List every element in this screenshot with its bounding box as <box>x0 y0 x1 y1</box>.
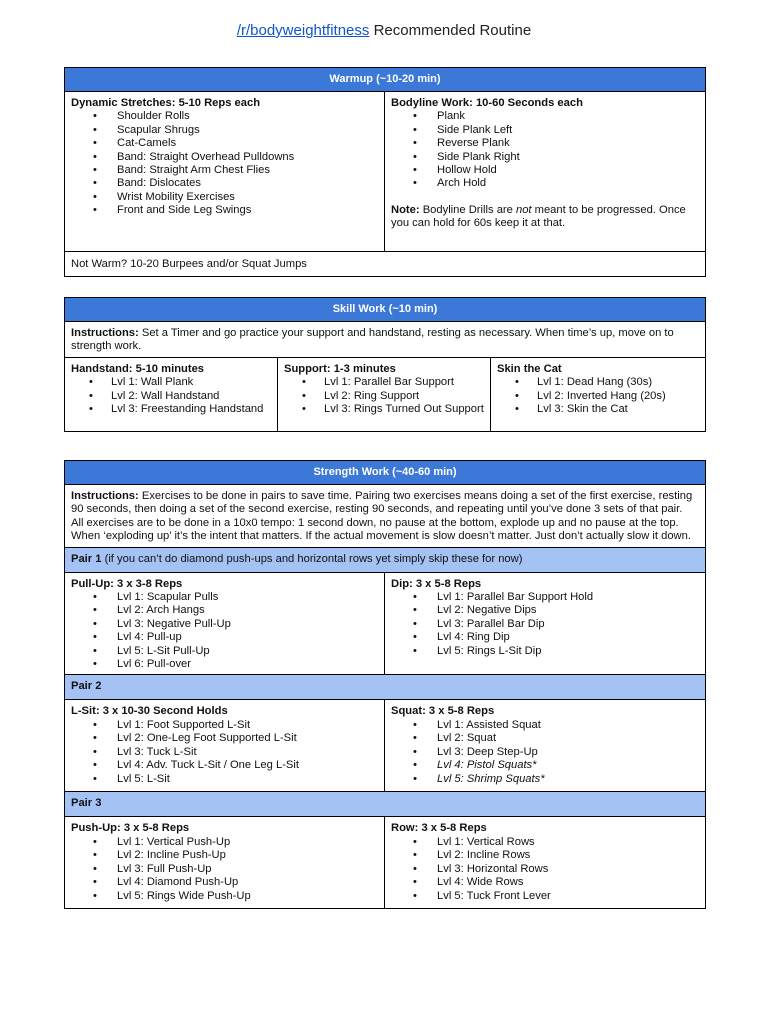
note-post: meant to be progressed. Once you can hold for 60s keep it at that. <box>391 203 686 230</box>
list-item: • Lvl 3: Horizontal Rows <box>391 863 699 876</box>
dip-cell <box>385 572 706 675</box>
list-item: • Band: Dislocates <box>71 177 378 190</box>
note-em: not <box>515 203 532 216</box>
dynamic-stretches-title: Dynamic Stretches: 5-10 Reps each <box>71 97 261 109</box>
list-item: • Lvl 3: Freestanding Handstand <box>71 403 271 416</box>
list-item: • Lvl 2: Arch Hangs <box>71 604 378 617</box>
list-item: • Lvl 4: Adv. Tuck L-Sit / One Leg L-Sit <box>71 759 378 772</box>
list-item: • Plank <box>391 110 699 123</box>
squat-list <box>391 719 699 759</box>
pullup-list <box>71 591 378 671</box>
row-cell <box>385 817 706 909</box>
support-cell <box>278 357 491 431</box>
row-title: Row: 3 x 5-8 Reps <box>391 822 487 835</box>
bodyline-title: Bodyline Work: 10-60 Seconds each <box>391 97 583 109</box>
page-title <box>0 22 768 39</box>
list-item: • Lvl 1: Scapular Pulls <box>71 591 378 604</box>
support-list <box>284 376 484 416</box>
strength-instr-label: Instructions: <box>71 490 139 502</box>
list-item: • Lvl 2: Negative Dips <box>391 604 699 617</box>
strength-header: Strength Work (~40-60 min) <box>65 461 706 485</box>
list-item: • Scapular Shrugs <box>71 124 378 137</box>
list-item: • Front and Side Leg Swings <box>71 204 378 217</box>
skill-table <box>64 297 706 432</box>
strength-instructions <box>65 485 706 548</box>
tempo-instructions: All exercises are to be done in a 10x0 tempo: 1 second down, no pause at the bottom, explode up and no pause at the top. When ‘exploding up’ it’s the intent that matters. If the actual movement is slow doesn’t matter. Just don’t actually slow it down. <box>71 516 691 543</box>
support-title: Support: 1-3 minutes <box>284 362 396 375</box>
skin-the-cat-title: Skin the Cat <box>497 362 562 375</box>
list-item: • Lvl 5: Shrimp Squats* <box>391 773 699 786</box>
list-item: • Arch Hold <box>391 177 699 190</box>
list-item: • Wrist Mobility Exercises <box>71 191 378 204</box>
list-item: • Lvl 3: Deep Step-Up <box>391 746 699 759</box>
list-item: • Lvl 2: Squat <box>391 732 699 745</box>
pair-3-header <box>65 792 706 817</box>
list-item: • Lvl 3: Negative Pull-Up <box>71 618 378 631</box>
handstand-title: Handstand: 5-10 minutes <box>71 362 205 375</box>
list-item: • Lvl 4: Ring Dip <box>391 631 699 644</box>
list-item: • Lvl 3: Skin the Cat <box>497 403 699 416</box>
squat-title: Squat: 3 x 5-8 Reps <box>391 705 495 718</box>
strength-table <box>64 460 706 909</box>
pair-2-header <box>65 675 706 700</box>
skin-the-cat-cell <box>491 357 706 431</box>
list-item: • Side Plank Right <box>391 151 699 164</box>
list-item: • Lvl 3: Rings Turned Out Support <box>284 403 484 416</box>
skill-instr-label: Instructions: <box>71 327 139 339</box>
warmup-header: Warmup (~10-20 min) <box>65 68 706 92</box>
list-item: • Cat-Camels <box>71 137 378 150</box>
squat-cell <box>385 700 706 792</box>
list-item: • Reverse Plank <box>391 137 699 150</box>
list-item: • Band: Straight Arm Chest Flies <box>71 164 378 177</box>
list-item: • Lvl 6: Pull-over <box>71 658 378 671</box>
list-item: • Lvl 1: Foot Supported L-Sit <box>71 719 378 732</box>
dip-list <box>391 591 699 658</box>
pair-1-header <box>65 547 706 572</box>
pushup-title: Push-Up: 3 x 5-8 Reps <box>71 822 190 835</box>
list-item: • Lvl 1: Assisted Squat <box>391 719 699 732</box>
list-item: • Lvl 4: Pull-up <box>71 631 378 644</box>
pair-1-note: (if you can’t do diamond push-ups and horizontal rows yet simply skip these for now) <box>101 552 523 565</box>
note-label: Note: <box>391 203 420 216</box>
list-item: • Lvl 5: Rings L-Sit Dip <box>391 645 699 658</box>
pullup-cell <box>65 572 385 675</box>
dynamic-stretches-cell <box>65 92 385 252</box>
dynamic-stretches-list <box>71 110 378 217</box>
list-item: • Hollow Hold <box>391 164 699 177</box>
pair-1-label: Pair 1 <box>71 552 102 565</box>
strength-instr-text: Exercises to be done in pairs to save time. Pairing two exercises means doing a set of the first exercise, resting 90 seconds, then doing a set of the second exercise, resting 90 seconds, and repeating until you’ve done 3 sets of that pair. <box>71 490 693 516</box>
list-item: • Lvl 2: Ring Support <box>284 390 484 403</box>
skill-instr-text: Set a Timer and go practice your support and handstand, resting as necessary. When time’s up, move on to strength work. <box>71 327 674 353</box>
pair-2-label: Pair 2 <box>71 680 102 693</box>
bodyline-cell <box>385 92 706 252</box>
list-item: • Lvl 2: Inverted Hang (20s) <box>497 390 699 403</box>
list-item: • Lvl 1: Vertical Push-Up <box>71 836 378 849</box>
lsit-title: L-Sit: 3 x 10-30 Second Holds <box>71 705 228 718</box>
list-item: • Lvl 3: Full Push-Up <box>71 863 378 876</box>
page-title-text: Recommended Routine <box>369 22 532 39</box>
skin-the-cat-list <box>497 376 699 416</box>
list-item: • Lvl 4: Pistol Squats* <box>391 759 699 772</box>
pushup-list <box>71 836 378 903</box>
lsit-cell <box>65 700 385 792</box>
note-pre: Bodyline Drills are <box>419 203 516 216</box>
list-item: • Shoulder Rolls <box>71 110 378 123</box>
list-item: • Lvl 3: Tuck L-Sit <box>71 746 378 759</box>
list-item: • Lvl 4: Diamond Push-Up <box>71 876 378 889</box>
list-item: • Side Plank Left <box>391 124 699 137</box>
handstand-list <box>71 376 271 416</box>
bodyline-list <box>391 110 699 190</box>
skill-instructions <box>65 322 706 358</box>
list-item: • Lvl 5: L-Sit <box>71 773 378 786</box>
bodyline-note <box>391 204 699 231</box>
list-item: • Lvl 2: Incline Rows <box>391 849 699 862</box>
warmup-footer: Not Warm? 10-20 Burpees and/or Squat Jumps <box>65 252 706 277</box>
list-item: • Lvl 5: L-Sit Pull-Up <box>71 645 378 658</box>
list-item: • Lvl 1: Wall Plank <box>71 376 271 389</box>
row-list <box>391 836 699 903</box>
list-item: • Lvl 3: Parallel Bar Dip <box>391 618 699 631</box>
list-item: • Lvl 1: Vertical Rows <box>391 836 699 849</box>
list-item: • Lvl 1: Parallel Bar Support Hold <box>391 591 699 604</box>
list-item: • Lvl 1: Dead Hang (30s) <box>497 376 699 389</box>
pullup-title: Pull-Up: 3 x 3-8 Reps <box>71 577 183 590</box>
list-item: • Lvl 5: Rings Wide Push-Up <box>71 890 378 903</box>
handstand-cell <box>65 357 278 431</box>
squat-list-advanced <box>391 759 699 786</box>
list-item: • Lvl 2: Incline Push-Up <box>71 849 378 862</box>
list-item: • Lvl 2: Wall Handstand <box>71 390 271 403</box>
list-item: • Band: Straight Overhead Pulldowns <box>71 151 378 164</box>
pair-3-label: Pair 3 <box>71 797 102 810</box>
pushup-cell <box>65 817 385 909</box>
list-item: • Lvl 1: Parallel Bar Support <box>284 376 484 389</box>
skill-header: Skill Work (~10 min) <box>65 298 706 322</box>
lsit-list <box>71 719 378 786</box>
list-item: • Lvl 4: Wide Rows <box>391 876 699 889</box>
subreddit-link[interactable]: /r/bodyweightfitness <box>236 22 370 39</box>
list-item: • Lvl 5: Tuck Front Lever <box>391 890 699 903</box>
warmup-table <box>64 67 706 277</box>
list-item: • Lvl 2: One-Leg Foot Supported L-Sit <box>71 732 378 745</box>
dip-title: Dip: 3 x 5-8 Reps <box>391 577 482 590</box>
